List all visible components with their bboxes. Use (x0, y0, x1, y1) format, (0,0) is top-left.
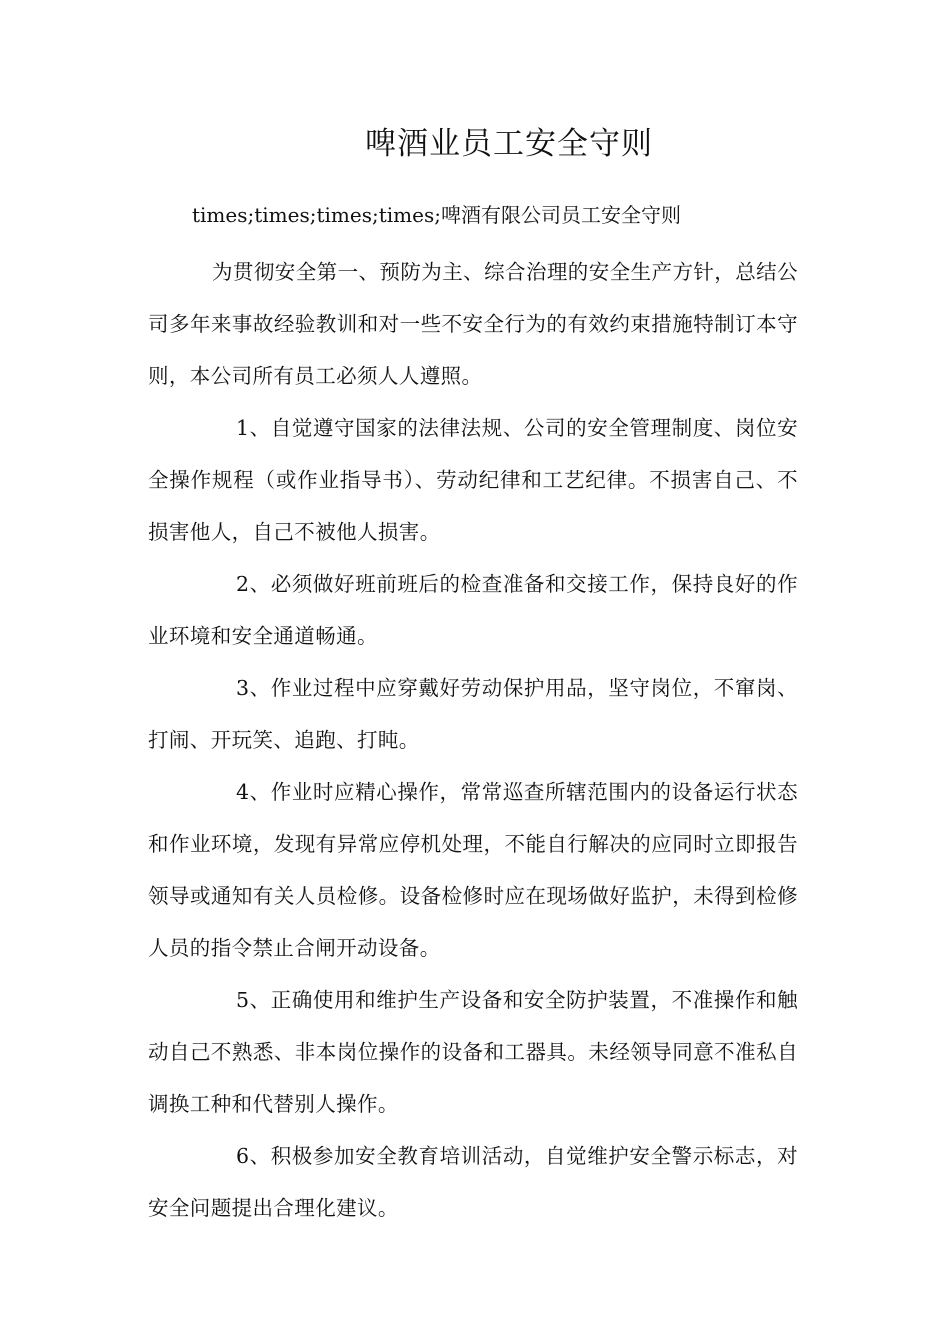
rule-paragraph-6: 6、积极参加安全教育培训活动，自觉维护安全警示标志，对安全问题提出合理化建议。 (148, 1144, 798, 1220)
rule-paragraph-4: 4、作业时应精心操作，常常巡查所辖范围内的设备运行状态和作业环境，发现有异常应停机处理，不能自行解决的应同时立即报告领导或通知有关人员检修。设备检修时应在现场做好监护，未得到检修人员的指令禁止合闸开动设备。 (148, 780, 798, 960)
document-title: 啤酒业员工安全守则 (365, 126, 653, 162)
rule-paragraph-5: 5、正确使用和维护生产设备和安全防护装置，不准操作和触动自己不熟悉、非本岗位操作的设备和工器具。未经领导同意不准私自调换工种和代替别人操作。 (148, 988, 798, 1116)
document-body (148, 246, 798, 1234)
intro-paragraph: 为贯彻安全第一、预防为主、综合治理的安全生产方针，总结公司多年来事故经验教训和对一些不安全行为的有效约束措施特制订本守则，本公司所有员工必须人人遵照。 (148, 260, 798, 388)
document-subtitle: times;times;times;times;啤酒有限公司员工安全守则 (192, 203, 681, 227)
rule-paragraph-2: 2、必须做好班前班后的检查准备和交接工作，保持良好的作业环境和安全通道畅通。 (148, 572, 798, 648)
rule-paragraph-1: 1、自觉遵守国家的法律法规、公司的安全管理制度、岗位安全操作规程（或作业指导书）、劳动纪律和工艺纪律。不损害自己、不损害他人，自己不被他人损害。 (148, 416, 798, 544)
rule-paragraph-3: 3、作业过程中应穿戴好劳动保护用品，坚守岗位，不窜岗、打闹、开玩笑、追跑、打盹。 (148, 676, 798, 752)
